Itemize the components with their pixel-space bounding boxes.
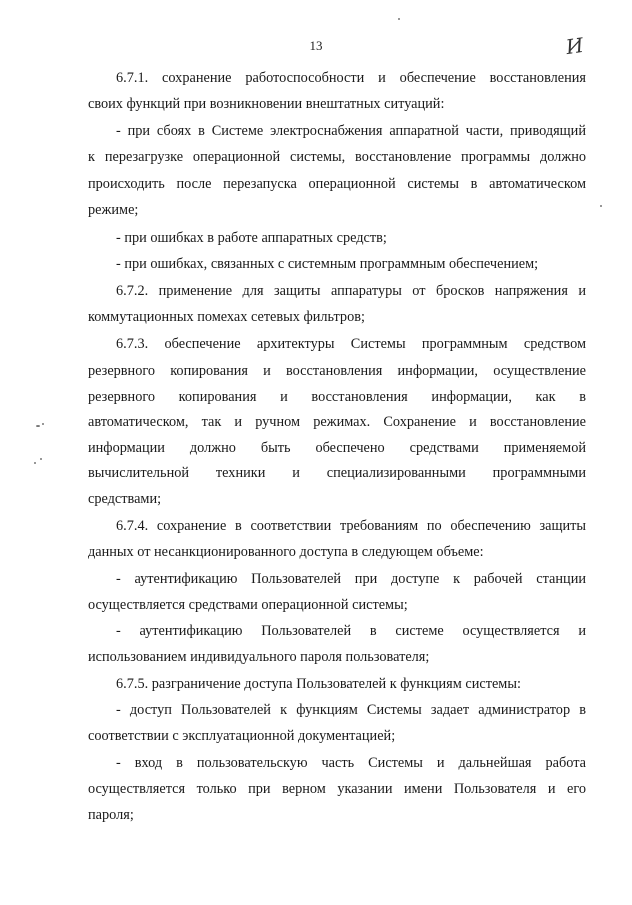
text-line: режиме; — [88, 202, 139, 218]
text-line: резервного копирования и восстановления информации, осуществление — [88, 363, 586, 379]
text-line: 6.7.3. обеспечение архитектуры Системы программным средством — [116, 336, 586, 352]
text-line: 6.7.2. применение для защиты аппаратуры от бросков напряжения и — [116, 283, 586, 299]
text-line: - аутентификацию Пользователей при доступе к рабочей станции — [116, 571, 586, 587]
text-line: происходить после перезапуска операционной системы в автоматическом — [88, 176, 586, 192]
text-line: использованием индивидуального пароля пользователя; — [88, 649, 430, 665]
text-line: пароля; — [88, 807, 134, 823]
page-number: 13 — [309, 38, 323, 53]
text-line: осуществляется только при верном указании имени Пользователя и его — [88, 781, 586, 797]
text-line: автоматическом, так и ручном режимах. Сохранение и восстановление — [88, 414, 586, 430]
text-line: коммутационных помехах сетевых фильтров; — [88, 309, 365, 325]
text-line: соответствии с эксплуатационной документацией; — [88, 728, 396, 744]
text-line: данных от несанкционированного доступа в следующем объеме: — [88, 544, 484, 560]
handwritten-mark: И — [564, 32, 586, 60]
text-line: 6.7.5. разграничение доступа Пользователей к функциям системы: — [116, 676, 521, 692]
text-line: - аутентификацию Пользователей в системе осуществляется и — [116, 623, 586, 639]
text-line: средствами; — [88, 491, 162, 507]
text-line: 6.7.1. сохранение работоспособности и обеспечение восстановления — [116, 70, 586, 86]
text-line: резервного копирования и восстановления информации, как в — [88, 389, 586, 405]
text-line: - при ошибках, связанных с системным программным обеспечением; — [116, 256, 539, 272]
text-line: осуществляется средствами операционной системы; — [88, 597, 408, 613]
text-line: - при сбоях в Системе электроснабжения аппаратной части, приводящий — [116, 123, 586, 139]
text-line: информации должно быть обеспечено средствами применяемой — [88, 440, 586, 456]
text-line: своих функций при возникновении внештатных ситуаций: — [88, 96, 445, 112]
text-line: 6.7.4. сохранение в соответствии требованиям по обеспечению защиты — [116, 518, 586, 534]
text-line: к перезагрузке операционной системы, восстановление программы должно — [88, 149, 586, 165]
text-line: - при ошибках в работе аппаратных средств; — [116, 230, 387, 246]
text-line: - доступ Пользователей к функциям Системы задает администратор в — [116, 702, 586, 718]
text-line: - вход в пользовательскую часть Системы и дальнейшая работа — [116, 755, 586, 771]
text-line: вычислительной техники и специализированными программными — [88, 465, 586, 481]
